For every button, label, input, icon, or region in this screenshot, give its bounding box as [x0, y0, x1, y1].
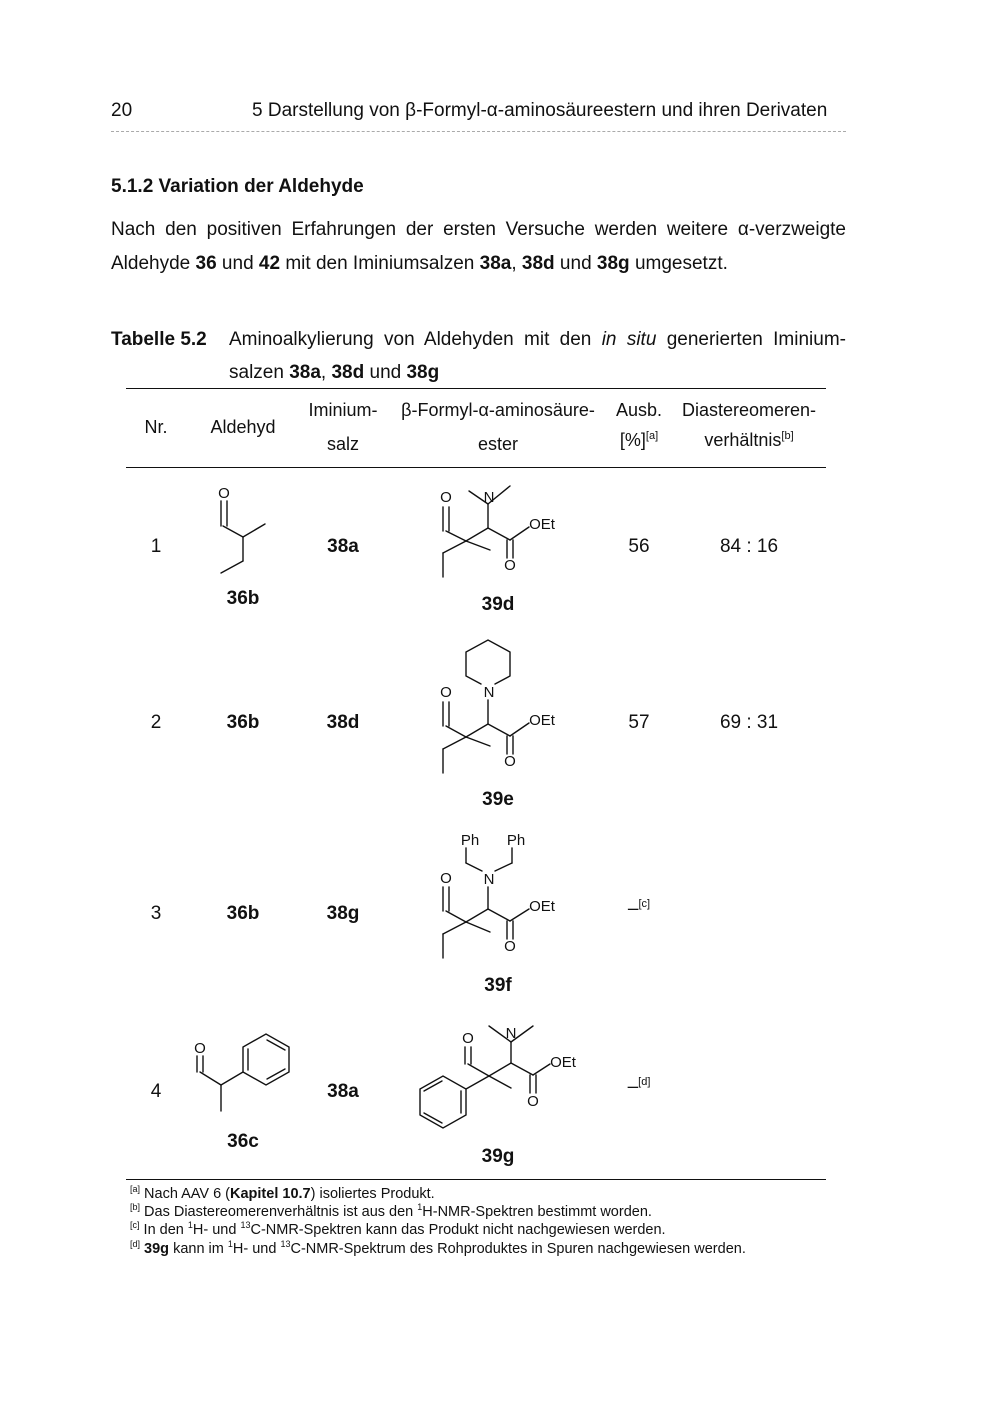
table-label: Tabelle 5.2 [111, 329, 207, 350]
row1-aldehyd: 36b [226, 588, 260, 609]
caption-line-1: Aminoalkylierung von Aldehyden mit den in situ generierten Iminium- [229, 329, 846, 350]
structure-39e [443, 640, 529, 773]
row3-salz: 38g [326, 903, 360, 924]
atom-label-o: O [504, 557, 516, 574]
col-header-aldehyd: Aldehyd [210, 417, 276, 437]
row4-nr: 4 [150, 1081, 162, 1102]
structure-39g [420, 1026, 550, 1128]
row4-ester: 39g [481, 1146, 515, 1167]
atom-label-o: O [440, 684, 452, 701]
col-header-iminium-2: salz [326, 434, 359, 454]
row1-ester: 39d [481, 594, 515, 615]
atom-label-oet: OEt [529, 516, 555, 533]
structure-36c [197, 1034, 289, 1111]
footnote-b: [b] Das Diastereomerenverhältnis ist aus den $^1$H-NMR-Spektren bestimmt worden. [130, 1202, 652, 1220]
row2-nr: 2 [150, 712, 162, 733]
caption-line-2: salzen 38a, 38d und 38g [229, 362, 440, 383]
row1-ausb: 56 [628, 536, 650, 557]
atom-label-o: O [440, 870, 452, 887]
col-header-ausb-2: [%][a] [619, 430, 659, 450]
row2-aldehyd: 36b [226, 712, 260, 733]
row4-ausb: –[d] [627, 1076, 651, 1098]
row2-salz: 38d [326, 712, 360, 733]
atom-label-o: O [440, 489, 452, 506]
row2-ausb: 57 [628, 712, 650, 733]
col-header-iminium-1: Iminium- [308, 400, 378, 420]
row1-nr: 1 [150, 536, 162, 557]
atom-label-oet: OEt [550, 1054, 576, 1071]
structure-39f [443, 848, 529, 958]
row3-nr: 3 [150, 903, 162, 924]
col-header-nr: Nr. [144, 417, 168, 437]
running-title: 5 Darstellung von β-Formyl-α-aminosäureestern und ihren Derivaten [252, 100, 828, 121]
section-heading: 5.1.2 Variation der Aldehyde [111, 176, 364, 197]
row1-salz: 38a [327, 536, 359, 557]
atom-label-o: O [527, 1093, 539, 1110]
atom-label-oet: OEt [529, 712, 555, 729]
row3-aldehyd: 36b [226, 903, 260, 924]
col-header-ester-2: ester [477, 434, 519, 454]
atom-label-o: O [194, 1040, 206, 1057]
atom-label-oet: OEt [529, 898, 555, 915]
paragraph-line-2: Aldehyde 36 und 42 mit den Iminiumsalzen 38a, 38d und 38g umgesetzt. [111, 253, 728, 274]
col-header-ester-1: β-Formyl-α-aminosäure- [401, 400, 595, 420]
row4-salz: 38a [327, 1081, 359, 1102]
row4-aldehyd: 36c [227, 1131, 259, 1152]
col-header-ausb-1: Ausb. [615, 400, 663, 420]
atom-label-ph: Ph [460, 832, 480, 849]
row3-ester: 39f [484, 975, 512, 996]
atom-label-o: O [504, 938, 516, 955]
row2-dr: 69 : 31 [719, 712, 779, 733]
row1-dr: 84 : 16 [719, 536, 779, 557]
atom-label-n: N [483, 871, 495, 888]
footnote-d: [d] 39g kann im $^1$H- und $^{13}$C-NMR-Spektrum des Rohproduktes in Spuren nachgewiesen werden. [130, 1239, 746, 1257]
footnote-a: [a] Nach AAV 6 (Kapitel 10.7) isoliertes Produkt. [130, 1184, 435, 1202]
row2-ester: 39e [482, 789, 514, 810]
col-header-dr-1: Diastereomeren- [681, 400, 817, 420]
atom-label-o: O [462, 1030, 474, 1047]
page-number: 20 [111, 100, 133, 121]
atom-label-o: O [218, 485, 230, 502]
atom-label-n: N [483, 489, 495, 506]
footnote-c: [c] In den $^1$H- und $^{13}$C-NMR-Spektren kann das Produkt nicht nachgewiesen werden. [130, 1220, 666, 1238]
atom-label-o: O [504, 753, 516, 770]
paragraph-line-1: Nach den positiven Erfahrungen der ersten Versuche werden weitere α-verzweigte [111, 219, 846, 240]
atom-label-ph: Ph [506, 832, 526, 849]
structure-36b [221, 501, 265, 573]
row3-ausb: –[c] [627, 898, 651, 920]
atom-label-n: N [483, 684, 495, 701]
col-header-dr-2: verhältnis[b] [704, 430, 794, 450]
atom-label-n: N [505, 1025, 517, 1042]
